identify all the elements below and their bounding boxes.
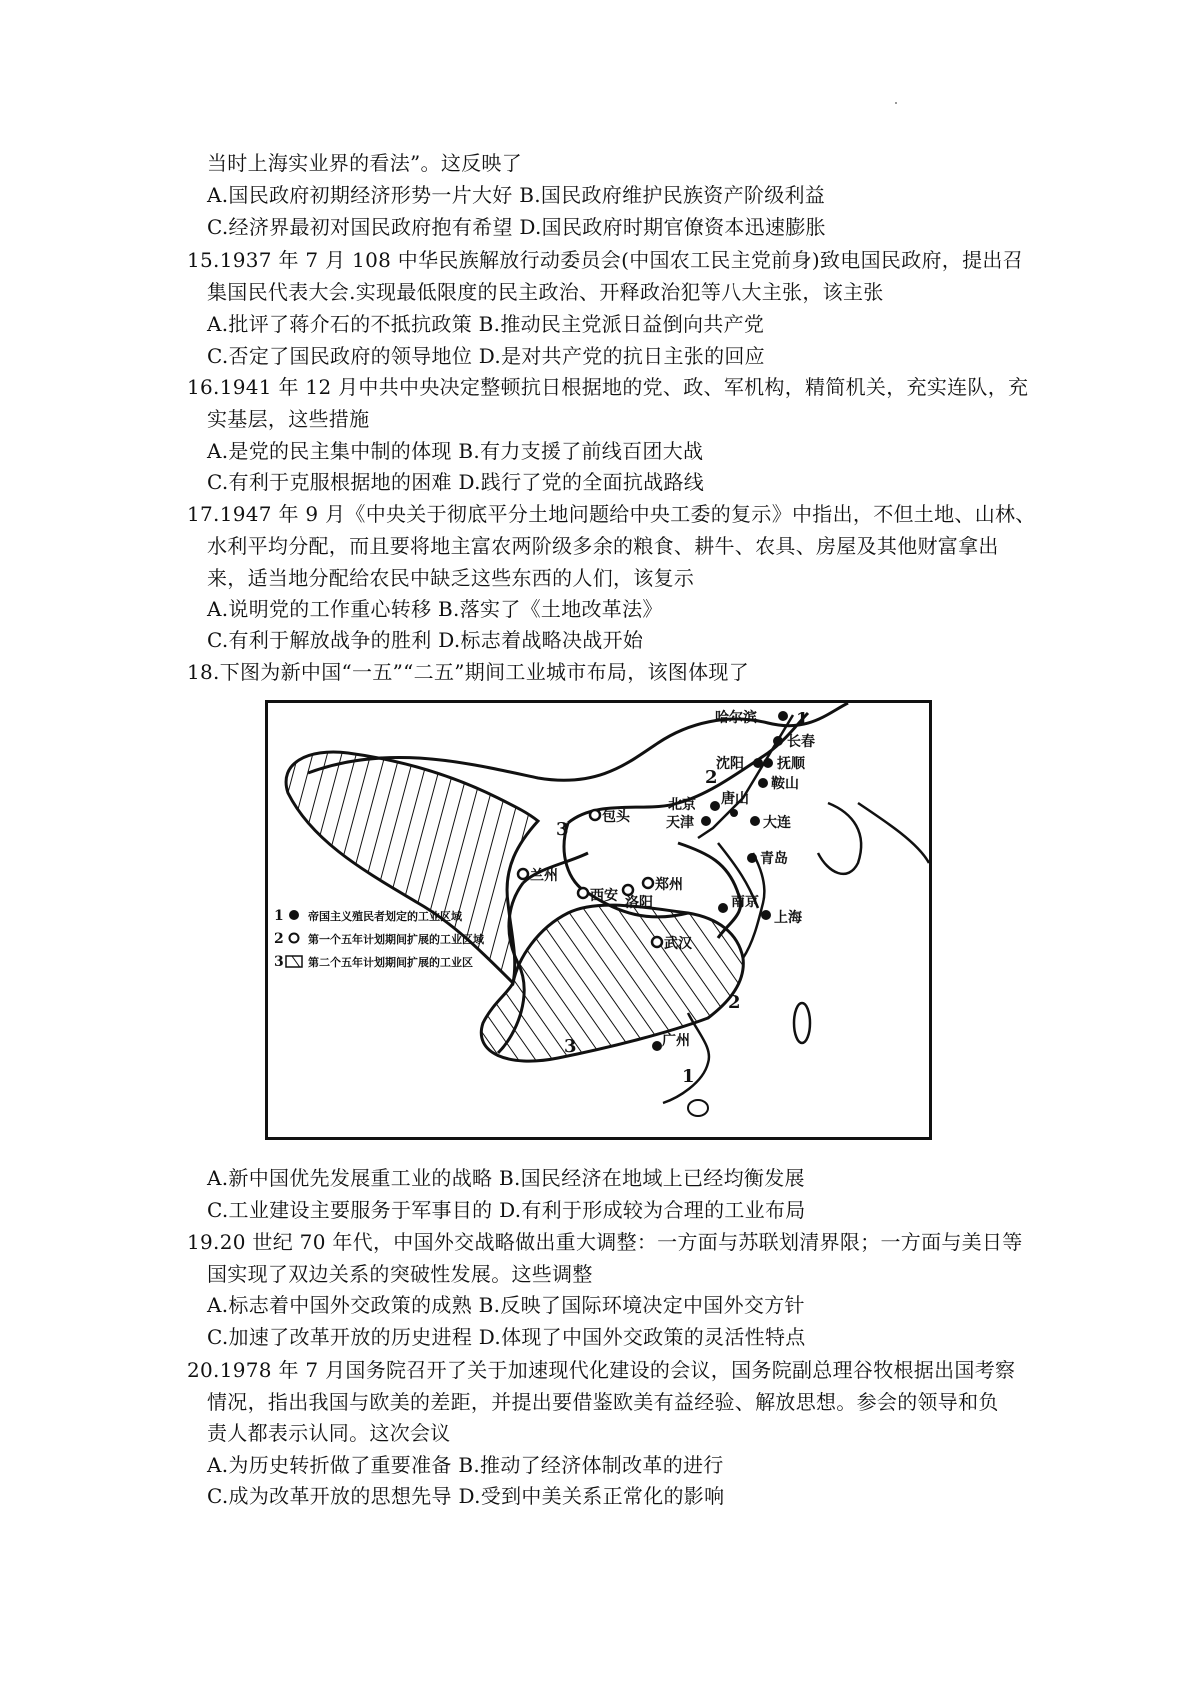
legend-item-2: 第一个五年计划期间扩展的工业区域 xyxy=(308,933,484,946)
q18-stem: 18.下图为新中国“一五”“二五”期间工业城市布局，该图体现了 xyxy=(187,660,750,684)
city-label-lanzhou: 兰州 xyxy=(530,868,558,884)
east-coast-line xyxy=(858,803,929,863)
q15-options-cd: C.否定了国民政府的领导地位 D.是对共产党的抗日主张的回应 xyxy=(207,344,765,368)
southwest-hatched-region xyxy=(481,905,743,1061)
city-label-tangshan: 唐山 xyxy=(721,791,749,807)
city-dot-zhengzhou xyxy=(643,878,653,888)
q16-stem-line2: 实基层，这些措施 xyxy=(207,407,370,431)
legend-symbol-filled-dot xyxy=(289,910,299,920)
city-label-anshan: 鞍山 xyxy=(771,776,799,792)
city-dot-lanzhou xyxy=(518,869,528,879)
city-dot-tangshan xyxy=(730,809,738,817)
industrial-layout-map xyxy=(265,700,932,1140)
city-label-zhengzhou: 郑州 xyxy=(655,877,683,893)
city-dot-harbin xyxy=(778,711,788,721)
q17-stem-line1: 17.1947 年 9 月《中央关于彻底平分土地问题给中央工委的复示》中指出，不但土地、山林、 xyxy=(187,502,1036,526)
q17-options-ab: A.说明党的工作重心转移 B.落实了《土地改革法》 xyxy=(207,597,663,621)
city-label-baotou: 包头 xyxy=(602,809,630,825)
q15-stem-line1: 15.1937 年 7 月 108 中华民族解放行动委员会(中国农工民主党前身)致电国民政府，提出召 xyxy=(187,248,1023,272)
q16-stem-line1: 16.1941 年 12 月中共中央决定整顿抗日根据地的党、政、军机构，精简机关，充实连队，充 xyxy=(187,375,1029,399)
q20-stem-line3: 责人都表示认同。这次会议 xyxy=(207,1421,451,1445)
city-label-nanjing: 南京 xyxy=(731,894,759,910)
q19-options-ab: A.标志着中国外交政策的成熟 B.反映了国际环境决定中国外交方针 xyxy=(207,1293,805,1317)
city-label-dalian: 大连 xyxy=(763,815,791,831)
legend-item-1: 帝国主义殖民者划定的工业区域 xyxy=(308,910,462,923)
city-dot-dalian xyxy=(750,816,760,826)
city-dot-shenyang xyxy=(753,758,763,768)
city-label-tianjin: 天津 xyxy=(666,815,694,831)
q20-stem-line1: 20.1978 年 7 月国务院召开了关于加速现代化建设的会议，国务院副总理谷牧根据出国考察 xyxy=(187,1358,1016,1382)
q17-options-cd: C.有利于解放战争的胜利 D.标志着战略决战开始 xyxy=(207,628,644,652)
city-label-xian: 西安 xyxy=(590,888,618,904)
city-dot-shanghai xyxy=(761,910,771,920)
city-label-guangzhou: 广州 xyxy=(662,1033,690,1049)
q14-stem-continued: 当时上海实业界的看法”。这反映了 xyxy=(207,151,523,175)
city-label-shanghai: 上海 xyxy=(774,910,802,926)
taiwan-island xyxy=(794,1003,810,1043)
city-label-luoyang: 洛阳 xyxy=(625,895,653,911)
city-label-beijing: 北京 xyxy=(668,797,696,813)
city-dot-tianjin xyxy=(701,816,711,826)
city-dot-changchun xyxy=(773,736,783,746)
legend-item-3: 第二个五年计划期间扩展的工业区 xyxy=(308,956,473,969)
q18-options-ab: A.新中国优先发展重工业的战略 B.国民经济在地域上已经均衡发展 xyxy=(207,1166,805,1190)
map-legend xyxy=(274,908,485,970)
q15-options-ab: A.批评了蒋介石的不抵抗政策 B.推动民主党派日益倒向共产党 xyxy=(207,312,765,336)
q18-options-cd: C.工业建设主要服务于军事目的 D.有利于形成较为合理的工业布局 xyxy=(207,1198,806,1222)
legend-number-1: 1 xyxy=(274,908,284,924)
q15-stem-line2: 集国民代表大会.实现最低限度的民主政治、开释政治犯等八大主张，该主张 xyxy=(207,280,884,304)
korean-peninsula-outline xyxy=(818,803,861,874)
northwest-hatched-region xyxy=(286,752,538,983)
city-dot-wuhan xyxy=(652,937,662,947)
region-number-3-south: 3 xyxy=(564,1036,577,1057)
city-dot-xian xyxy=(578,888,588,898)
region-number-1-south: 1 xyxy=(682,1066,695,1087)
legend-number-3: 3 xyxy=(274,954,284,970)
region-number-3-north: 3 xyxy=(556,819,569,840)
city-label-harbin: 哈尔滨 xyxy=(715,710,757,726)
q14-options-cd: C.经济界最初对国民政府抱有希望 D.国民政府时期官僚资本迅速膨胀 xyxy=(207,215,826,239)
region-number-1-north: 1 xyxy=(796,709,809,730)
q17-stem-line3: 来，适当地分配给农民中缺乏这些东西的人们，该复示 xyxy=(207,566,695,590)
city-dot-beijing xyxy=(710,801,720,811)
region-number-2-north: 2 xyxy=(705,767,718,788)
legend-number-2: 2 xyxy=(274,931,284,947)
hainan-island xyxy=(688,1100,708,1116)
city-dot-nanjing xyxy=(718,903,728,913)
city-dot-guangzhou xyxy=(652,1041,662,1051)
legend-symbol-hatched xyxy=(286,956,302,967)
city-label-qingdao: 青岛 xyxy=(760,851,788,867)
city-dot-fushun xyxy=(763,758,773,768)
legend-symbol-open-dot xyxy=(290,934,299,943)
city-label-shenyang: 沈阳 xyxy=(716,756,744,772)
region-number-2-south: 2 xyxy=(728,992,741,1013)
city-dot-anshan xyxy=(758,778,768,788)
q19-stem-line2: 国实现了双边关系的突破性发展。这些调整 xyxy=(207,1262,593,1286)
q14-options-ab: A.国民政府初期经济形势一片大好 B.国民政府维护民族资产阶级利益 xyxy=(207,183,826,207)
q20-stem-line2: 情况，指出我国与欧美的差距，并提出要借鉴欧美有益经验、解放思想。参会的领导和负 xyxy=(207,1390,999,1414)
q20-options-cd: C.成为改革开放的思想先导 D.受到中美关系正常化的影响 xyxy=(207,1484,725,1508)
q20-options-ab: A.为历史转折做了重要准备 B.推动了经济体制改革的进行 xyxy=(207,1453,724,1477)
city-dot-luoyang xyxy=(623,885,633,895)
city-dot-baotou xyxy=(590,810,600,820)
city-label-wuhan: 武汉 xyxy=(664,936,692,952)
q19-options-cd: C.加速了改革开放的历史进程 D.体现了中国外交政策的灵活性特点 xyxy=(207,1325,806,1349)
city-label-changchun: 长春 xyxy=(787,734,815,750)
city-label-fushun: 抚顺 xyxy=(777,756,805,772)
q16-options-ab: A.是党的民主集中制的体现 B.有力支援了前线百团大战 xyxy=(207,439,704,463)
q17-stem-line2: 水利平均分配，而且要将地主富农两阶级多余的粮食、耕牛、农具、房屋及其他财富拿出 xyxy=(207,534,999,558)
scan-speck xyxy=(895,102,897,104)
q19-stem-line1: 19.20 世纪 70 年代，中国外交战略做出重大调整：一方面与苏联划清界限；一方面与美日等 xyxy=(187,1230,1023,1254)
q16-options-cd: C.有利于克服根据地的困难 D.践行了党的全面抗战路线 xyxy=(207,470,705,494)
city-dot-qingdao xyxy=(747,853,757,863)
